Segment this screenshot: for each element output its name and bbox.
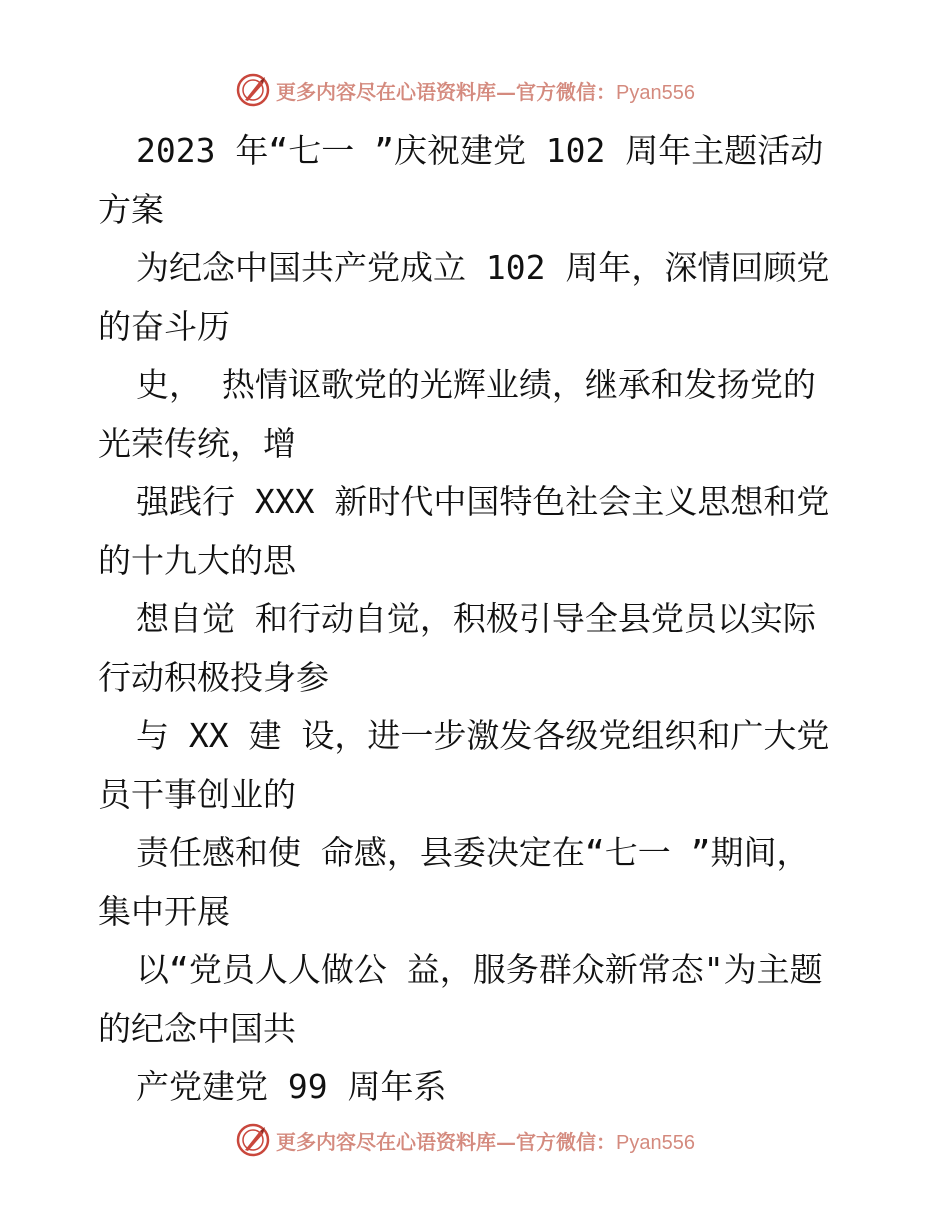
text-line: 集中开展 <box>98 891 230 931</box>
watermark-wechat-id: Pyan556 <box>616 81 695 104</box>
text-line: 以“党员人人做公 益，服务群众新常态"为主题 <box>136 950 823 989</box>
watermark-footer <box>236 1122 716 1158</box>
quill-logo-icon <box>236 1123 270 1157</box>
document-body <box>98 122 858 1117</box>
text-line: 与 XX 建 设，进一步激发各级党组织和广大党 <box>136 716 830 755</box>
text-line: 的纪念中国共 <box>98 1008 296 1048</box>
text-line: 的奋斗历 <box>98 306 230 346</box>
text-line: 产党建党 99 周年系 <box>136 1067 447 1106</box>
text-line: 方案 <box>98 189 164 229</box>
text-line: 光荣传统，增 <box>98 423 296 463</box>
text-line: 2023 年“七一 ”庆祝建党 102 周年主题活动 <box>136 131 824 170</box>
watermark-header <box>236 72 716 108</box>
watermark-wechat-id: Pyan556 <box>616 1131 695 1154</box>
text-line: 的十九大的思 <box>98 540 296 580</box>
text-line: 史， 热情讴歌党的光辉业绩，继承和发扬党的 <box>136 365 816 404</box>
text-line: 责任感和使 命感，县委决定在“七一 ”期间， <box>136 833 810 872</box>
watermark-text: 更多内容尽在心语资料库—官方微信： <box>276 79 616 104</box>
text-line: 员干事创业的 <box>98 774 296 814</box>
text-line: 强践行 XXX 新时代中国特色社会主义思想和党 <box>136 482 830 521</box>
quill-logo-icon <box>236 73 270 107</box>
text-line: 想自觉 和行动自觉，积极引导全县党员以实际 <box>136 599 816 638</box>
watermark-text: 更多内容尽在心语资料库—官方微信： <box>276 1129 616 1154</box>
text-line: 行动积极投身参 <box>98 657 329 697</box>
text-line: 为纪念中国共产党成立 102 周年，深情回顾党 <box>136 248 830 287</box>
